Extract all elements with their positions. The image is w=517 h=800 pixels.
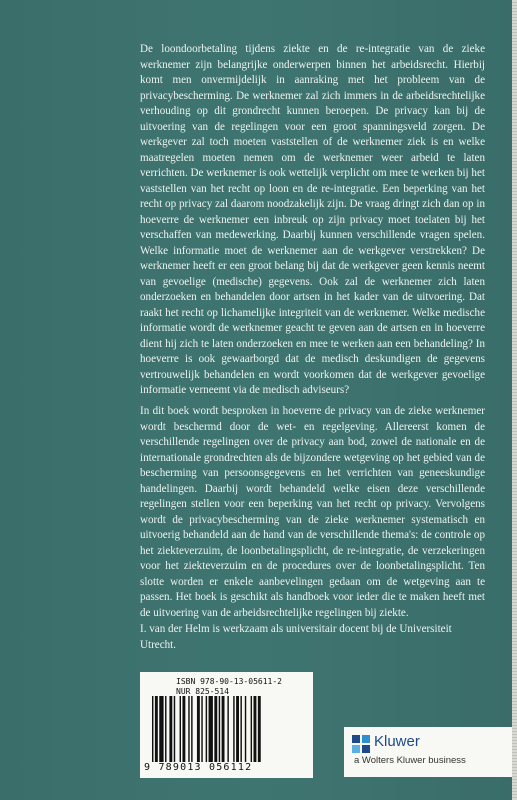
page-edge — [512, 0, 517, 800]
isbn-text — [176, 677, 282, 697]
description-paragraph-1: De loondoorbetaling tijdens ziekte en de re-integratie van de zieke werknemer zijn belangrijke onderwerpen binnen het arbeidsrecht. Hierbij komt men onvermijdelijk in aanraking met het probleem van de privacybescherming. De werknemer zal zich immers in de arbeidsrechtelijke verhouding op dit grondrecht kunnen beroepen. De privacy kan bij de uitvoering van de regelingen voor een groot spanningsveld zorgen. De werkgever zal toch moeten vaststellen of de werknemer ziek is en welke maatregelen moeten nemen om de werknemer weer arbeid te laten verrichten. De werknemer is ook wettelijk verplicht om mee te werken bij het vaststellen van het recht op loon en de re-integratie. Een beperking van het recht op privacy zal daarom noodzakelijk zijn. De vraag dringt zich dan op in hoeverre de werknemer een inbreuk op zijn privacy moet toelaten bij het verschaffen van medewerking. Daarbij kunnen verschillende vragen spelen. Welke informatie moet de werknemer aan de werkgever verstrekken? De werknemer heeft er een groot belang bij dat de werkgever geen kennis neemt van gevoelige (medische) gegevens. Ook zal de werknemer zich laten onderzoeken en behandelen door artsen in het kader van de uitvoering. Dat raakt het recht op lichamelijke integriteit van de werknemer. Welke medische informatie wordt de werknemer geacht te geven aan de artsen en in hoeverre dient hij zich te laten onderzoeken en mee te werken aan een behandeling? In hoeverre is ook gewaarborgd dat de medisch deskundigen de gegevens vertrouwelijk behandelen en wordt voorkomen dat de werkgever gevoelige informatie verneemt via de medisch adviseurs? — [140, 43, 485, 396]
author-note: I. van der Helm is werkzaam als universitair docent bij de Universiteit Utrecht. — [140, 623, 452, 651]
barcode-label — [140, 672, 313, 778]
publisher-name: Kluwer — [374, 733, 420, 750]
publisher-logo-box — [344, 727, 512, 777]
barcode-bars — [152, 696, 302, 762]
nur-line: NUR 825-514 — [176, 687, 229, 696]
description-paragraph-2: In dit boek wordt besproken in hoeverre de privacy van de zieke werknemer wordt beschermd door de wet- en regelgeving. Allereerst komen de verschillende regelingen over de privacy aan bod, zowel de nationale en de internationale grondrechten als de bijzondere wetgeving op het gebied van de bescherming van persoonsgegevens en het verrichten van geneeskundige handelingen. Daarbij wordt behandeld welke eisen deze verschillende regelingen stellen voor een beperking van het recht op privacy. Vervolgens wordt de privacybescherming van de zieke werknemer systematisch en uitvoerig behandeld aan de hand van de verschillende thema's: de controle op het ziekteverzuim, de loonbetalingsplicht, de re-integratie, de verzekeringen voor het ziekteverzuim en de procedures over de loonbetalingsplicht. Ten slotte worden er enkele aanbevelingen gedaan om de wetgeving aan te passen. Het boek is geschikt als handboek voor ieder die te maken heeft met de uitvoering van de arbeidsrechtelijke regelingen bij ziekte. — [140, 405, 485, 619]
kluwer-logo-icon — [352, 735, 370, 753]
isbn-line: ISBN 978-90-13-05611-2 — [176, 677, 282, 686]
publisher-tagline: a Wolters Kluwer business — [354, 755, 466, 766]
ean-digits: 9 789013 056112 — [144, 762, 253, 773]
